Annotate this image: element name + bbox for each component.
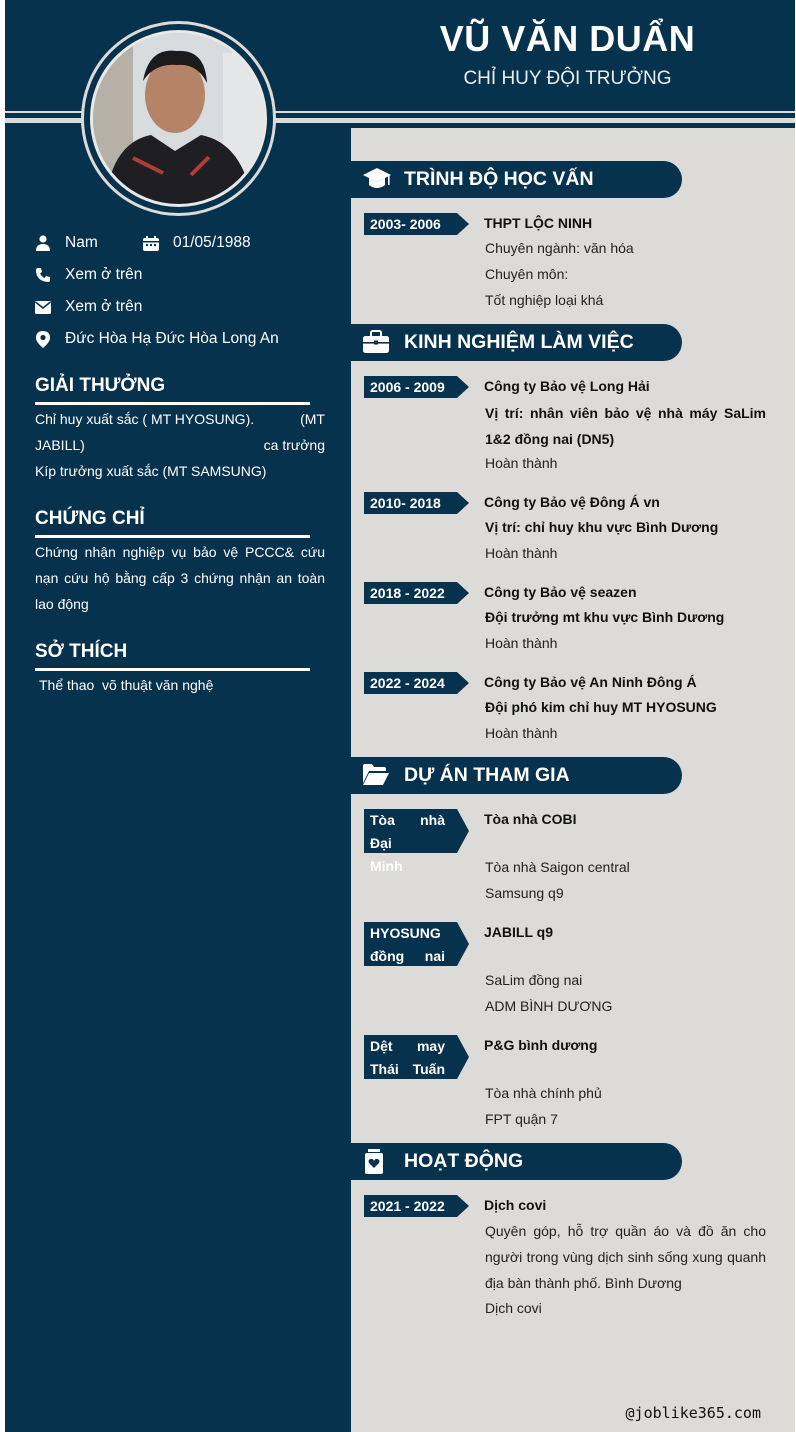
experience-heading: KINH NGHIỆM LÀM VIỆC bbox=[404, 331, 634, 353]
education-period-tag: 2003- 2006 bbox=[364, 213, 457, 235]
location-pin-icon bbox=[35, 331, 51, 347]
award-item: JABILL) bbox=[35, 437, 85, 453]
experience-status: Hoàn thành bbox=[485, 725, 558, 741]
person-icon bbox=[35, 235, 51, 251]
education-major: Chuyên ngành: văn hóa bbox=[485, 240, 634, 256]
activity-description: Quyên góp, hỗ trợ quần áo và đồ ăn cho người trong vùng dịch sinh sống xung quanh địa bàn thành phố. Bình Dương bbox=[485, 1223, 766, 1291]
hobbies-rule bbox=[35, 668, 310, 671]
experience-section-bar bbox=[351, 324, 682, 361]
experience-position: Đội phó kim chỉ huy MT HYOSUNG bbox=[485, 699, 717, 715]
experience-status: Hoàn thành bbox=[485, 455, 558, 471]
phone-icon bbox=[35, 267, 51, 283]
project-tag bbox=[364, 1035, 457, 1079]
hobbies-heading: SỞ THÍCH bbox=[35, 641, 128, 662]
experience-company: Công ty Bảo vệ seazen bbox=[484, 584, 637, 600]
project-tag-line: HYOSUNG bbox=[370, 925, 441, 941]
folder-open-icon bbox=[363, 763, 391, 788]
project-detail: Tòa nhà Saigon central bbox=[485, 859, 630, 875]
activities-section-bar bbox=[351, 1143, 682, 1180]
certificates-rule bbox=[35, 535, 310, 538]
watermark: @joblike365.com bbox=[625, 1404, 761, 1422]
address-row bbox=[35, 330, 279, 348]
awards-heading: GIẢI THƯỞNG bbox=[35, 375, 166, 396]
experience-position: Đội trưởng mt khu vực Bình Dương bbox=[485, 609, 725, 625]
projects-heading: DỰ ÁN THAM GIA bbox=[404, 764, 570, 786]
mail-icon bbox=[35, 299, 51, 315]
avatar-photo bbox=[90, 30, 267, 207]
birthdate-row bbox=[143, 234, 251, 252]
project-tag bbox=[364, 809, 457, 874]
experience-period-tag: 2022 - 2024 bbox=[364, 672, 457, 694]
projects-section-bar bbox=[351, 757, 682, 794]
project-tag-line: Minh bbox=[370, 858, 403, 874]
project-title: JABILL q9 bbox=[484, 924, 553, 940]
resume-page bbox=[5, 0, 795, 1432]
education-section-bar bbox=[351, 161, 682, 198]
project-tag-line: Tòa nhà Đại bbox=[370, 812, 445, 851]
experience-position: Vị trí: chỉ huy khu vực Bình Dương bbox=[485, 519, 719, 535]
project-title: Tòa nhà COBI bbox=[484, 811, 577, 827]
gender-row bbox=[35, 234, 98, 252]
awards-text bbox=[35, 406, 325, 484]
gender-value: Nam bbox=[65, 234, 98, 251]
certificates-heading: CHỨNG CHỈ bbox=[35, 508, 145, 529]
hobbies-text: Thể thao võ thuật văn nghệ bbox=[39, 677, 214, 693]
birthdate-value: 01/05/1988 bbox=[173, 234, 251, 251]
project-detail: FPT quận 7 bbox=[485, 1111, 558, 1127]
project-tag-line: Dệt may bbox=[370, 1038, 445, 1054]
project-tag-line: Thái Tuấn bbox=[370, 1061, 445, 1077]
certificates-text: Chứng nhận nghiệp vụ bảo vệ PCCC& cứu nạn cứu hộ bằng cấp 3 chứng nhận an toàn lao động bbox=[35, 544, 325, 612]
education-subject: Chuyên môn: bbox=[485, 266, 569, 282]
activity-period-tag: 2021 - 2022 bbox=[364, 1195, 457, 1217]
award-item: Chỉ huy xuất sắc ( MT HYOSUNG). bbox=[35, 411, 255, 427]
experience-period-tag: 2010- 2018 bbox=[364, 492, 457, 514]
education-result: Tốt nghiệp loại khá bbox=[485, 292, 604, 308]
phone-row bbox=[35, 266, 142, 284]
award-item: Kíp trưởng xuất sắc (MT SAMSUNG) bbox=[35, 463, 267, 479]
phone-value: Xem ở trên bbox=[65, 266, 143, 283]
experience-position: Vị trí: nhân viên bảo vệ nhà máy SaLim 1&2 đồng nai (DN5) bbox=[485, 405, 766, 447]
awards-rule bbox=[35, 402, 310, 405]
experience-company: Công ty Bảo vệ An Ninh Đông Á bbox=[484, 674, 697, 690]
activity-title: Dịch covi bbox=[484, 1197, 547, 1213]
email-row bbox=[35, 298, 142, 316]
calendar-icon bbox=[143, 235, 159, 251]
donation-jar-icon bbox=[363, 1149, 391, 1174]
project-detail: Samsung q9 bbox=[485, 885, 564, 901]
sidebar bbox=[5, 128, 351, 1432]
briefcase-icon bbox=[363, 330, 391, 355]
candidate-name: VŨ VĂN DUẨN bbox=[439, 18, 696, 59]
activity-note: Dịch covi bbox=[485, 1300, 542, 1316]
project-tag-line: đồng nai bbox=[370, 948, 445, 964]
education-school: THPT LỘC NINH bbox=[484, 215, 593, 231]
email-value: Xem ở trên bbox=[65, 298, 143, 315]
award-item: (MT bbox=[300, 411, 325, 427]
experience-period-tag: 2018 - 2022 bbox=[364, 582, 457, 604]
graduation-cap-icon bbox=[363, 167, 391, 192]
experience-status: Hoàn thành bbox=[485, 545, 558, 561]
education-heading: TRÌNH ĐỘ HỌC VẤN bbox=[404, 168, 594, 190]
project-tag bbox=[364, 922, 457, 966]
candidate-title: CHỈ HUY ĐỘI TRƯỞNG bbox=[463, 68, 672, 89]
address-value: Đức Hòa Hạ Đức Hòa Long An bbox=[65, 330, 279, 347]
project-detail: ADM BÌNH DƯƠNG bbox=[485, 998, 613, 1014]
experience-status: Hoàn thành bbox=[485, 635, 558, 651]
experience-company: Công ty Bảo vệ Long Hải bbox=[484, 378, 650, 394]
project-detail: Tòa nhà chính phủ bbox=[485, 1085, 602, 1101]
award-item: ca trưởng bbox=[263, 437, 325, 453]
experience-company: Công ty Bảo vệ Đông Á vn bbox=[484, 494, 660, 510]
experience-period-tag: 2006 - 2009 bbox=[364, 376, 457, 398]
project-detail: SaLim đồng nai bbox=[485, 972, 583, 988]
project-title: P&G bình dương bbox=[484, 1037, 598, 1053]
activities-heading: HOẠT ĐỘNG bbox=[404, 1150, 524, 1172]
avatar bbox=[81, 21, 276, 216]
